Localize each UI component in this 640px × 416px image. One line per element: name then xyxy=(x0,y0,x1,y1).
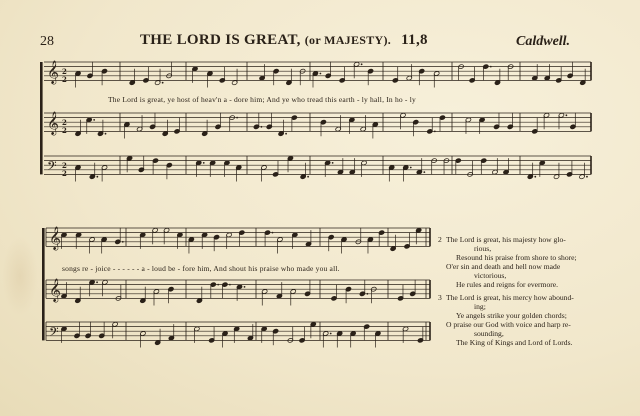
note-dot xyxy=(93,119,95,121)
treble-clef: 𝄞 xyxy=(49,225,61,250)
hymn-title-alt: (or MAJESTY). xyxy=(304,33,392,47)
note-dot xyxy=(423,171,425,173)
time-signature: 2 xyxy=(62,74,67,84)
verse-line: sounding, xyxy=(474,329,504,338)
note-dot xyxy=(162,82,164,84)
time-signature: 2 xyxy=(62,117,67,127)
composer-name: Caldwell. xyxy=(516,34,571,49)
system-bracket xyxy=(42,228,45,340)
note-dot xyxy=(285,133,287,135)
page-number: 28 xyxy=(40,34,54,49)
verse-line: The King of Kings and Lord of Lords. xyxy=(456,338,573,347)
verse-line: Resound his praise from shore to shore; xyxy=(456,253,577,262)
note-dot xyxy=(332,162,334,164)
note-dot xyxy=(410,167,412,169)
verse-line: The Lord is great, his mercy how abound- xyxy=(446,293,574,302)
note-dot xyxy=(244,286,246,288)
hymn-meter: 11,8 xyxy=(401,32,428,48)
time-signature: 2 xyxy=(62,168,67,178)
verse-number: 3 xyxy=(438,293,442,302)
note-dot xyxy=(434,131,436,133)
system-bracket xyxy=(40,62,43,174)
verse-line: Ye angels strike your golden chords; xyxy=(456,311,567,320)
note-dot xyxy=(203,162,205,164)
verse-line: He rules and reigns for evermore. xyxy=(456,280,559,289)
note-dot xyxy=(105,133,107,135)
verse-line: O'er sin and death and hell now made xyxy=(446,262,561,271)
verse-2 xyxy=(438,235,577,289)
bass-clef: 𝄢 xyxy=(49,324,59,343)
note-dot xyxy=(122,241,124,243)
note-dot xyxy=(490,66,492,68)
note-dot xyxy=(330,333,332,335)
verse-line: O praise our God with voice and harp re- xyxy=(446,320,571,329)
treble-clef: 𝄞 xyxy=(47,110,59,135)
note-dot xyxy=(366,293,368,295)
time-signature: 2 xyxy=(62,160,67,170)
note-dot xyxy=(307,176,309,178)
note-dot xyxy=(217,284,219,286)
treble-clef: 𝄞 xyxy=(47,59,59,84)
note-dot xyxy=(565,114,567,116)
verse-number: 2 xyxy=(438,235,442,244)
note-dot xyxy=(586,176,588,178)
hymn-title-main: THE LORD IS GREAT, xyxy=(140,32,305,48)
time-signature: 2 xyxy=(62,125,67,135)
bass-clef: 𝄢 xyxy=(47,158,57,177)
note-dot xyxy=(361,63,363,65)
verse-line: rious, xyxy=(474,244,492,253)
verse-line: ing; xyxy=(474,302,486,311)
note-dot xyxy=(534,176,536,178)
lyrics-system-2: songs re - joice - - - - - - a - loud be - fore him, And shout his praise who made you all. xyxy=(62,264,340,273)
verse-line: victorious, xyxy=(474,271,507,280)
lyrics-system-1: The Lord is great, ye host of heav'n a - dore him; And ye who tread this earth - ly hall, In ho - ly xyxy=(108,95,416,104)
verse-line: The Lord is great, his majesty how glo- xyxy=(446,235,566,244)
note-dot xyxy=(96,281,98,283)
note-dot xyxy=(236,117,238,119)
note-dot xyxy=(229,284,231,286)
time-signature: 2 xyxy=(62,66,67,76)
note-dot xyxy=(319,73,321,75)
treble-clef: 𝄞 xyxy=(49,277,61,302)
note-dot xyxy=(272,232,274,234)
note-dot xyxy=(261,126,263,128)
verse-3 xyxy=(438,293,574,347)
note-dot xyxy=(96,176,98,178)
